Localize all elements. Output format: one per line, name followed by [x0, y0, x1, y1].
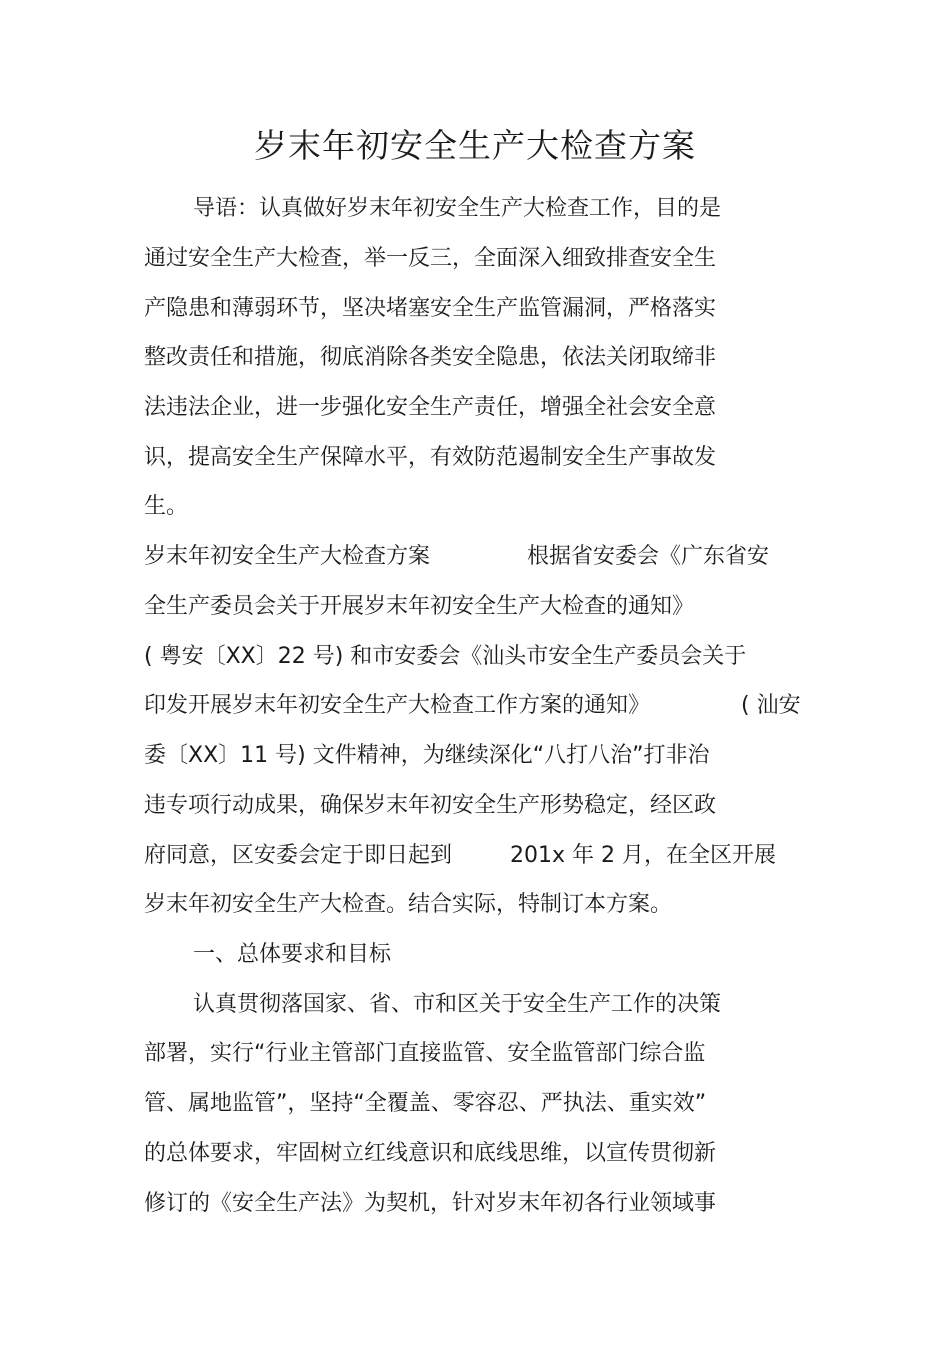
body-line: [144, 840, 844, 872]
body-line: [144, 541, 844, 573]
body-text: ( 汕安: [741, 693, 801, 718]
body-text: 府同意，区安委会定于即日起到: [144, 843, 453, 868]
body-text: 岁末年初安全生产大检查方案: [144, 544, 431, 569]
body-line: 违专项行动成果，确保岁末年初安全生产形势稳定，经区政: [144, 793, 717, 818]
intro-line: 产隐患和薄弱环节，坚决堵塞安全生产监管漏洞，严格落实: [144, 296, 717, 321]
body-line: ( 粤安〔XX〕22 号) 和市安委会《汕头市安全生产委员会关于: [144, 644, 747, 669]
intro-line: 识，提高安全生产保障水平，有效防范遏制安全生产事故发: [144, 445, 717, 470]
section-line: 的总体要求，牢固树立红线意识和底线思维，以宣传贯彻新: [144, 1141, 717, 1166]
body-text: 印发开展岁末年初安全生产大检查工作方案的通知》: [144, 693, 651, 718]
section-line: 修订的《安全生产法》为契机，针对岁末年初各行业领域事: [144, 1191, 717, 1216]
section-line: 管、属地监管”，坚持“全覆盖、零容忍、严执法、重实效”: [144, 1091, 707, 1116]
section-heading: 一、总体要求和目标: [193, 942, 392, 967]
intro-line: 整改责任和措施，彻底消除各类安全隐患，依法关闭取缔非: [144, 345, 717, 370]
body-line: 委〔XX〕11 号) 文件精神，为继续深化“八打八治”打非治: [144, 743, 710, 768]
body-text: 根据省安委会《广东省安: [527, 544, 770, 569]
body-line: 岁末年初安全生产大检查。结合实际，特制订本方案。: [144, 892, 673, 917]
document-title: 岁末年初安全生产大检查方案: [254, 126, 696, 165]
intro-line: 生。: [144, 494, 189, 519]
body-line: 全生产委员会关于开展岁末年初安全生产大检查的通知》: [144, 594, 695, 619]
intro-line: 通过安全生产大检查，举一反三，全面深入细致排查安全生: [144, 246, 717, 271]
intro-line: 导语：认真做好岁末年初安全生产大检查工作，目的是: [193, 196, 722, 221]
intro-line: 法违法企业，进一步强化安全生产责任，增强全社会安全意: [144, 395, 717, 420]
body-line: [144, 690, 844, 722]
section-line: 部署，实行“行业主管部门直接监管、安全监管部门综合监: [144, 1041, 706, 1066]
section-line: 认真贯彻落国家、省、市和区关于安全生产工作的决策: [193, 992, 722, 1017]
body-text: 201x 年 2 月，在全区开展: [510, 843, 776, 868]
